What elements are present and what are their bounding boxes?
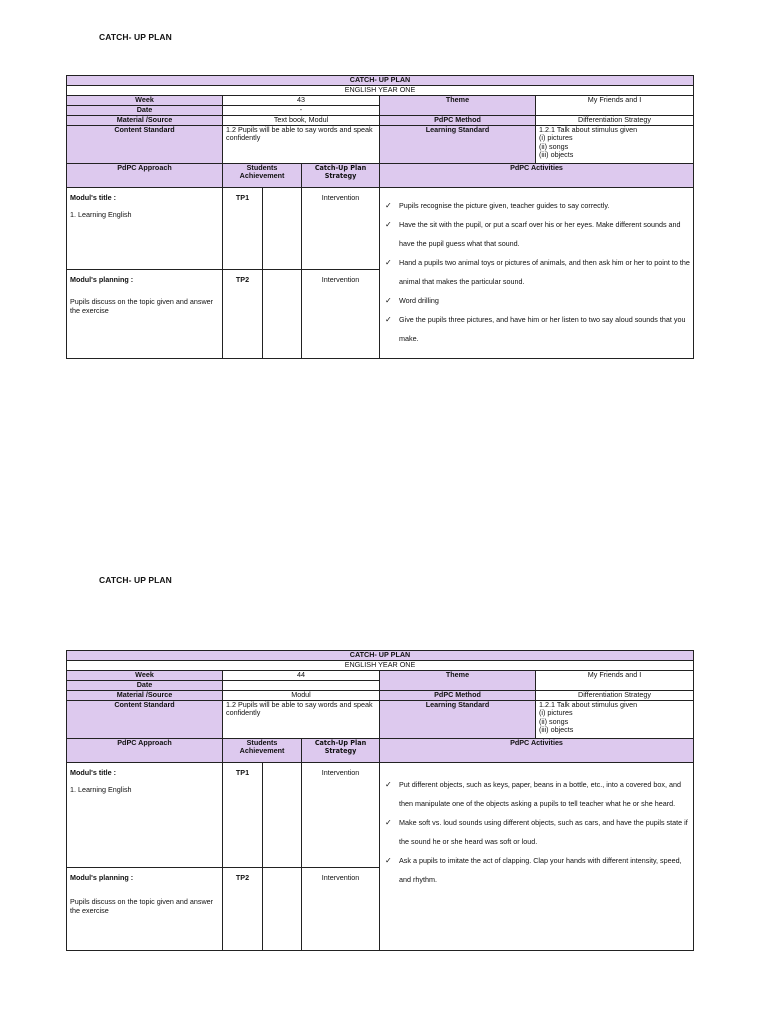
table-title: CATCH- UP PLAN <box>67 651 694 661</box>
pdpc-activities-cell <box>380 763 694 951</box>
intervention-1: Intervention <box>302 188 380 270</box>
pdpc-activities-header: PdPC Activities <box>380 164 694 188</box>
date-value: - <box>223 106 380 116</box>
modul-planning-cell <box>67 270 223 359</box>
learning-standard-label: Learning Standard <box>380 701 536 739</box>
content-standard-value: 1.2 Pupils will be able to say words and speak confidently <box>223 126 380 164</box>
pdpc-activities-cell <box>380 188 694 359</box>
list-item <box>383 253 690 291</box>
material-value: Text book, Modul <box>223 116 380 126</box>
learning-standard-line: (iii) objects <box>539 725 574 735</box>
table-title: CATCH- UP PLAN <box>67 76 694 86</box>
catchup-plan-table <box>66 650 694 951</box>
modul-planning-label: Modul's planning : <box>70 873 134 882</box>
intervention-2: Intervention <box>302 270 380 359</box>
table-subtitle: ENGLISH YEAR ONE <box>67 661 694 671</box>
pdpc-approach-header: PdPC Approach <box>67 164 223 188</box>
table-subtitle: ENGLISH YEAR ONE <box>67 86 694 96</box>
activities-list <box>383 196 690 348</box>
check-mark-icon: ✓ <box>385 856 392 865</box>
list-item <box>383 775 690 813</box>
learning-standard-line: (iii) objects <box>539 150 574 160</box>
theme-value: My Friends and I <box>536 96 694 116</box>
activity-text: Hand a pupils two animal toys or pictures of animals, and then ask him or her to point to the animal that makes the particular sound. <box>399 258 690 286</box>
content-standard-label: Content Standard <box>67 701 223 739</box>
date-label: Date <box>67 106 223 116</box>
modul-planning-label: Modul's planning : <box>70 275 134 284</box>
catchup-strategy-header: Catch-Up Plan Strategy <box>302 739 380 763</box>
tp2-blank-cell <box>263 868 302 951</box>
students-achievement-header: Students Achievement <box>223 739 302 763</box>
theme-label: Theme <box>380 671 536 691</box>
catchup-strategy-header: Catch-Up Plan Strategy <box>302 164 380 188</box>
activity-text: Give the pupils three pictures, and have him or her listen to two say aloud sounds that you make. <box>399 315 686 343</box>
tp2-label: TP2 <box>223 868 263 951</box>
check-mark-icon: ✓ <box>385 315 392 324</box>
learning-standard-line: 1.2.1 Talk about stimulus given <box>539 125 638 134</box>
material-label: Material /Source <box>67 691 223 701</box>
list-item <box>383 851 690 889</box>
check-mark-icon: ✓ <box>385 296 392 305</box>
theme-label: Theme <box>380 96 536 116</box>
material-label: Material /Source <box>67 116 223 126</box>
tp1-blank-cell <box>263 763 302 868</box>
date-label: Date <box>67 681 223 691</box>
tp1-label: TP1 <box>223 188 263 270</box>
check-mark-icon: ✓ <box>385 220 392 229</box>
modul-title-label: Modul's title : <box>70 193 117 202</box>
modul-title-value: 1. Learning English <box>70 210 132 220</box>
plan-heading: CATCH- UP PLAN <box>99 32 172 42</box>
modul-planning-value: Pupils discuss on the topic given and answer the exercise <box>70 897 214 915</box>
content-standard-label: Content Standard <box>67 126 223 164</box>
pdpc-method-value: Differentiation Strategy <box>536 691 694 701</box>
tp1-label: TP1 <box>223 763 263 868</box>
intervention-2: Intervention <box>302 868 380 951</box>
modul-title-label: Modul's title : <box>70 768 117 777</box>
pdpc-method-value: Differentiation Strategy <box>536 116 694 126</box>
modul-title-value: 1. Learning English <box>70 785 132 795</box>
check-mark-icon: ✓ <box>385 201 392 210</box>
pdpc-approach-header: PdPC Approach <box>67 739 223 763</box>
intervention-1: Intervention <box>302 763 380 868</box>
activity-text: Make soft vs. loud sounds using different objects, such as cars, and have the pupils state if the sound he or she heard was soft or loud. <box>399 818 688 846</box>
activity-text: Ask a pupils to imitate the act of clapping. Clap your hands with different intensity, speed, and rhythm. <box>399 856 682 884</box>
learning-standard-label: Learning Standard <box>380 126 536 164</box>
learning-standard-value <box>536 126 694 164</box>
learning-standard-value <box>536 701 694 739</box>
tp2-blank-cell <box>263 270 302 359</box>
list-item <box>383 291 690 310</box>
activity-text: Pupils recognise the picture given, teacher guides to say correctly. <box>399 201 610 210</box>
check-mark-icon: ✓ <box>385 780 392 789</box>
modul-title-cell <box>67 763 223 868</box>
activity-text: Put different objects, such as keys, paper, beans in a bottle, etc., into a covered box, and then manipulate one of the objects asking a pupils to tell teacher what he or she heard. <box>399 780 681 808</box>
check-mark-icon: ✓ <box>385 818 392 827</box>
material-value: Modul <box>223 691 380 701</box>
modul-planning-value: Pupils discuss on the topic given and answer the exercise <box>70 297 214 315</box>
week-value: 43 <box>223 96 380 106</box>
plan-heading: CATCH- UP PLAN <box>99 575 172 585</box>
activity-text: Word drilling <box>399 296 439 305</box>
theme-value: My Friends and I <box>536 671 694 691</box>
students-achievement-header: Students Achievement <box>223 164 302 188</box>
catchup-plan-table <box>66 75 694 359</box>
modul-planning-cell <box>67 868 223 951</box>
learning-standard-line: 1.2.1 Talk about stimulus given <box>539 700 638 709</box>
pdpc-method-label: PdPC Method <box>380 691 536 701</box>
week-label: Week <box>67 96 223 106</box>
list-item <box>383 196 690 215</box>
activity-text: Have the sit with the pupil, or put a scarf over his or her eyes. Make different sounds and have the pupil guess what that sound. <box>399 220 681 248</box>
learning-standard-line: (ii) songs <box>539 716 569 726</box>
pdpc-method-label: PdPC Method <box>380 116 536 126</box>
activities-list <box>383 775 690 889</box>
check-mark-icon: ✓ <box>385 258 392 267</box>
list-item <box>383 310 690 348</box>
tp1-blank-cell <box>263 188 302 270</box>
modul-title-cell <box>67 188 223 270</box>
tp2-label: TP2 <box>223 270 263 359</box>
learning-standard-line: (i) pictures <box>539 133 573 143</box>
week-value: 44 <box>223 671 380 681</box>
learning-standard-line: (ii) songs <box>539 141 569 151</box>
list-item <box>383 813 690 851</box>
content-standard-value: 1.2 Pupils will be able to say words and speak confidently <box>223 701 380 739</box>
list-item <box>383 215 690 253</box>
date-value <box>223 681 380 691</box>
week-label: Week <box>67 671 223 681</box>
pdpc-activities-header: PdPC Activities <box>380 739 694 763</box>
learning-standard-line: (i) pictures <box>539 708 573 718</box>
